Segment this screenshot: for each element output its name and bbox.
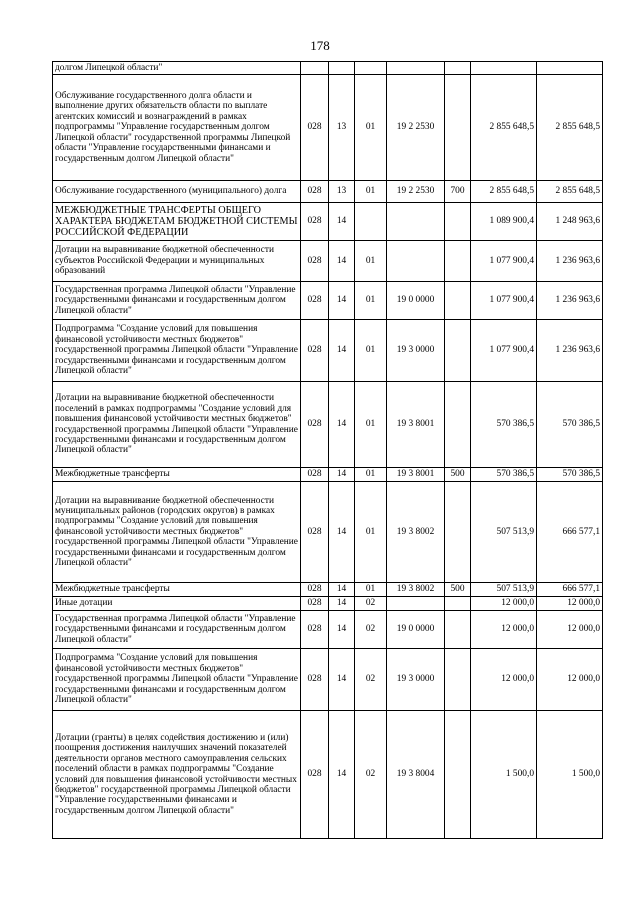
expense-type — [445, 597, 471, 611]
section-code: 14 — [329, 382, 355, 468]
row-name: Подпрограмма "Создание условий для повышения финансовой устойчивости местных бюджетов" государственной программы Липецкой области "Управление государственными финансами и государственным долгом Липецкой области" — [53, 320, 301, 382]
expense-type — [445, 382, 471, 468]
ministry-code: 028 — [301, 468, 329, 482]
table-row — [53, 482, 603, 583]
amount-year-2: 570 386,5 — [537, 382, 603, 468]
subsection-code: 01 — [355, 181, 387, 203]
table-row — [53, 75, 603, 181]
subsection-code — [355, 203, 387, 241]
ministry-code — [301, 62, 329, 75]
row-name: Обслуживание государственного (муниципального) долга — [53, 181, 301, 203]
expense-type — [445, 241, 471, 282]
ministry-code: 028 — [301, 382, 329, 468]
expense-type — [445, 711, 471, 839]
row-name: Государственная программа Липецкой области "Управление государственными финансами и государственным долгом Липецкой области" — [53, 282, 301, 320]
amount-year-1: 1 077 900,4 — [471, 241, 537, 282]
table-row — [53, 382, 603, 468]
row-name: МЕЖБЮДЖЕТНЫЕ ТРАНСФЕРТЫ ОБЩЕГО ХАРАКТЕРА БЮДЖЕТАМ БЮДЖЕТНОЙ СИСТЕМЫ РОССИЙСКОЙ ФЕДЕРАЦИИ — [53, 203, 301, 241]
row-name: Дотации на выравнивание бюджетной обеспеченности поселений в рамках подпрограммы "Создание условий для повышения финансовой устойчивости местных бюджетов" государственной программы Липецкой области "Управление государственными финансами и государственным долгом Липецкой области" — [53, 382, 301, 468]
row-name: Дотации на выравнивание бюджетной обеспеченности муниципальных районов (городских округов) в рамках подпрограммы "Создание условий для повышения финансовой устойчивости местных бюджетов" государственной программы Липецкой области "Управление государственными финансами и государственным долгом Липецкой области" — [53, 482, 301, 583]
table-row — [53, 597, 603, 611]
ministry-code: 028 — [301, 203, 329, 241]
section-code: 14 — [329, 649, 355, 711]
expense-type — [445, 203, 471, 241]
subsection-code — [355, 62, 387, 75]
ministry-code: 028 — [301, 482, 329, 583]
amount-year-2: 12 000,0 — [537, 597, 603, 611]
amount-year-1: 12 000,0 — [471, 611, 537, 649]
expense-type — [445, 482, 471, 583]
amount-year-2: 1 236 963,6 — [537, 241, 603, 282]
ministry-code: 028 — [301, 241, 329, 282]
section-code: 14 — [329, 482, 355, 583]
subsection-code: 02 — [355, 611, 387, 649]
budget-table — [52, 61, 603, 839]
ministry-code: 028 — [301, 597, 329, 611]
subsection-code: 02 — [355, 711, 387, 839]
target-code — [387, 597, 445, 611]
amount-year-2: 666 577,1 — [537, 482, 603, 583]
amount-year-1: 1 077 900,4 — [471, 320, 537, 382]
row-name: Дотации (гранты) в целях содействия достижению и (или) поощрения достижения наилучших значений показателей деятельности органов местного самоуправления сельских поселений области в рамках подпрограммы "Создание условий для повышения финансовой устойчивости местных бюджетов" государственной программы Липецкой области "Управление государственными финансами и государственным долгом Липецкой области" — [53, 711, 301, 839]
target-code: 19 3 8002 — [387, 482, 445, 583]
target-code: 19 3 0000 — [387, 320, 445, 382]
table-row — [53, 203, 603, 241]
target-code: 19 3 8004 — [387, 711, 445, 839]
section-code: 14 — [329, 282, 355, 320]
target-code: 19 3 8001 — [387, 382, 445, 468]
subsection-code: 01 — [355, 382, 387, 468]
expense-type — [445, 649, 471, 711]
expense-type — [445, 282, 471, 320]
amount-year-2: 1 248 963,6 — [537, 203, 603, 241]
target-code — [387, 241, 445, 282]
amount-year-1: 2 855 648,5 — [471, 181, 537, 203]
subsection-code: 01 — [355, 482, 387, 583]
expense-type — [445, 320, 471, 382]
amount-year-2: 2 855 648,5 — [537, 181, 603, 203]
amount-year-1: 507 513,9 — [471, 482, 537, 583]
ministry-code: 028 — [301, 181, 329, 203]
ministry-code: 028 — [301, 711, 329, 839]
amount-year-1: 1 500,0 — [471, 711, 537, 839]
amount-year-1: 1 077 900,4 — [471, 282, 537, 320]
row-name: Межбюджетные трансферты — [53, 583, 301, 597]
row-name: Подпрограмма "Создание условий для повышения финансовой устойчивости местных бюджетов" государственной программы Липецкой области "Управление государственными финансами и государственным долгом Липецкой области" — [53, 649, 301, 711]
table-row — [53, 62, 603, 75]
subsection-code: 01 — [355, 241, 387, 282]
ministry-code: 028 — [301, 583, 329, 597]
amount-year-2: 1 236 963,6 — [537, 282, 603, 320]
row-name: Государственная программа Липецкой области "Управление государственными финансами и государственным долгом Липецкой области" — [53, 611, 301, 649]
target-code: 19 3 8002 — [387, 583, 445, 597]
amount-year-1: 12 000,0 — [471, 649, 537, 711]
section-code: 14 — [329, 711, 355, 839]
subsection-code: 01 — [355, 282, 387, 320]
amount-year-2: 12 000,0 — [537, 611, 603, 649]
ministry-code: 028 — [301, 320, 329, 382]
amount-year-1: 12 000,0 — [471, 597, 537, 611]
subsection-code: 01 — [355, 320, 387, 382]
table-row — [53, 181, 603, 203]
ministry-code: 028 — [301, 649, 329, 711]
target-code — [387, 203, 445, 241]
section-code: 14 — [329, 320, 355, 382]
amount-year-1: 570 386,5 — [471, 468, 537, 482]
table-row — [53, 241, 603, 282]
subsection-code: 02 — [355, 597, 387, 611]
target-code — [387, 62, 445, 75]
ministry-code: 028 — [301, 75, 329, 181]
expense-type: 700 — [445, 181, 471, 203]
amount-year-2: 1 236 963,6 — [537, 320, 603, 382]
table-row — [53, 711, 603, 839]
subsection-code: 01 — [355, 75, 387, 181]
amount-year-2 — [537, 62, 603, 75]
target-code: 19 3 0000 — [387, 649, 445, 711]
page-number: 178 — [310, 38, 330, 53]
subsection-code: 01 — [355, 583, 387, 597]
target-code: 19 0 0000 — [387, 611, 445, 649]
section-code: 14 — [329, 241, 355, 282]
section-code: 14 — [329, 583, 355, 597]
subsection-code: 01 — [355, 468, 387, 482]
amount-year-2: 1 500,0 — [537, 711, 603, 839]
row-name: Межбюджетные трансферты — [53, 468, 301, 482]
section-code: 14 — [329, 597, 355, 611]
target-code: 19 2 2530 — [387, 181, 445, 203]
amount-year-2: 12 000,0 — [537, 649, 603, 711]
expense-type — [445, 62, 471, 75]
target-code: 19 3 8001 — [387, 468, 445, 482]
section-code: 13 — [329, 181, 355, 203]
section-code: 14 — [329, 468, 355, 482]
table-row — [53, 649, 603, 711]
amount-year-1: 570 386,5 — [471, 382, 537, 468]
target-code: 19 0 0000 — [387, 282, 445, 320]
section-code: 14 — [329, 203, 355, 241]
expense-type: 500 — [445, 468, 471, 482]
amount-year-2: 666 577,1 — [537, 583, 603, 597]
ministry-code: 028 — [301, 282, 329, 320]
table-row — [53, 320, 603, 382]
table-row — [53, 468, 603, 482]
section-code — [329, 62, 355, 75]
amount-year-1: 507 513,9 — [471, 583, 537, 597]
expense-type — [445, 75, 471, 181]
section-code: 14 — [329, 611, 355, 649]
row-name: Обслуживание государственного долга области и выполнение других обязательств области по выплате агентских комиссий и вознаграждений в рамках подпрограммы "Управление государственным долгом Липецкой области" государственной программы Липецкой области "Управление государственными финансами и государственным долгом Липецкой области" — [53, 75, 301, 181]
amount-year-2: 2 855 648,5 — [537, 75, 603, 181]
amount-year-1 — [471, 62, 537, 75]
target-code: 19 2 2530 — [387, 75, 445, 181]
expense-type: 500 — [445, 583, 471, 597]
amount-year-1: 1 089 900,4 — [471, 203, 537, 241]
expense-type — [445, 611, 471, 649]
amount-year-1: 2 855 648,5 — [471, 75, 537, 181]
table-row — [53, 611, 603, 649]
row-name: Иные дотации — [53, 597, 301, 611]
table-row — [53, 583, 603, 597]
row-name: Дотации на выравнивание бюджетной обеспеченности субъектов Российской Федерации и муниципальных образований — [53, 241, 301, 282]
section-code: 13 — [329, 75, 355, 181]
row-name: долгом Липецкой области" — [53, 62, 301, 75]
table-row — [53, 282, 603, 320]
amount-year-2: 570 386,5 — [537, 468, 603, 482]
ministry-code: 028 — [301, 611, 329, 649]
subsection-code: 02 — [355, 649, 387, 711]
